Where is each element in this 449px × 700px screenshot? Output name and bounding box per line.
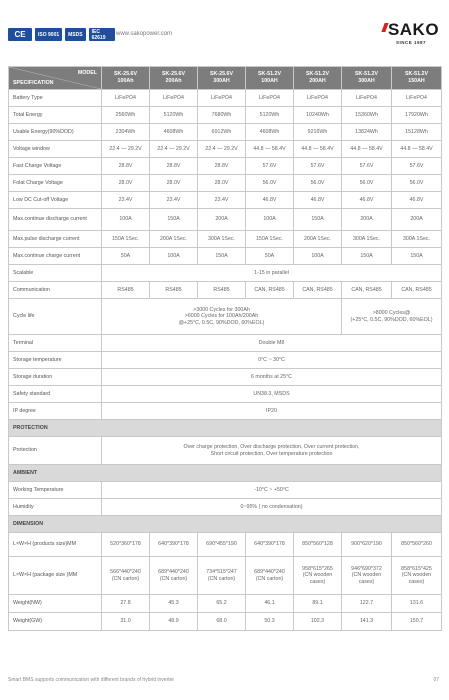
table-cell: 200A (342, 209, 392, 231)
row-label: Voltage window (9, 141, 102, 158)
table-cell: RS485 (102, 282, 150, 299)
table-cell: CAN, RS485 (342, 282, 392, 299)
table-cell: 100A (294, 248, 342, 265)
table-cell: 900*620*190 (342, 533, 392, 557)
row-label: Weight(NW) (9, 595, 102, 613)
table-cell: 150A (342, 248, 392, 265)
table-cell: 44.8 — 58.4V (246, 141, 294, 158)
table-cell: 57.6V (342, 158, 392, 175)
table-cell: 100A (246, 209, 294, 231)
website-url: www.sakopower.com (116, 31, 173, 37)
row-value: -10°C ~ +50°C (102, 482, 442, 499)
table-cell: 46.8V (294, 192, 342, 209)
table-cell: 150A (150, 209, 198, 231)
table-row (9, 386, 442, 403)
table-cell: 6912Wh (198, 124, 246, 141)
table-cell: 46.8V (392, 192, 442, 209)
table-cell: 13824Wh (342, 124, 392, 141)
cycle-life-left: >3000 Cycles for 300Ah >6000 Cycles for 100Ah/200Ah @+25°C, 0.5C, 90%DOD, 60%EOL) (102, 299, 342, 335)
row-label: Battery Type (9, 90, 102, 107)
table-cell: 28.0V (150, 175, 198, 192)
table-cell: 200A (198, 209, 246, 231)
table-cell: 44.8 — 58.4V (392, 141, 442, 158)
row-label: Cycle life (9, 299, 102, 335)
protection-value: Over charge protection, Over discharge protection, Over current protection, Short circuit protection, Over temperature protection (102, 437, 442, 465)
model-col-5: SK-51.2V 200AH (294, 67, 342, 90)
table-cell: 56.0V (392, 175, 442, 192)
table-cell: 28.8V (150, 158, 198, 175)
table-row (9, 613, 442, 631)
table-cell: 27.8 (102, 595, 150, 613)
table-cell: 2304Wh (102, 124, 150, 141)
table-cell: RS485 (150, 282, 198, 299)
table-cell: 850*560*128 (294, 533, 342, 557)
table-cell: 958*615*265 (CN wooden cases) (294, 557, 342, 595)
table-cell: 15128Wh (392, 124, 442, 141)
table-row (9, 299, 442, 335)
table-cell: LiFePO4 (150, 90, 198, 107)
row-value: 0~95% ( no condensation) (102, 499, 442, 516)
row-value: Double M8 (102, 335, 442, 352)
table-cell: LiFePO4 (392, 90, 442, 107)
table-cell: 45.3 (150, 595, 198, 613)
model-col-6: SK-51.2V 300AH (342, 67, 392, 90)
table-cell: 89.1 (294, 595, 342, 613)
table-cell: 150A (294, 209, 342, 231)
section-header-dimension: DIMENSION (9, 516, 442, 533)
table-cell: 690*455*190 (198, 533, 246, 557)
table-cell: 858*615*425 (CN wooden cases) (392, 557, 442, 595)
table-row (9, 124, 442, 141)
row-value: IP20 (102, 403, 442, 420)
table-cell: 10240Wh (294, 107, 342, 124)
table-row (9, 265, 442, 282)
row-value: 6 months at 25°C (102, 369, 442, 386)
table-cell: 734*515*247 (CN carton) (198, 557, 246, 595)
table-cell: LiFePO4 (198, 90, 246, 107)
table-cell: 689*440*240 (CN carton) (150, 557, 198, 595)
basic-spec-rows (9, 90, 442, 265)
table-cell: 150A 1Sec. (246, 231, 294, 248)
spec-table (8, 66, 442, 631)
table-cell: 150.7 (392, 613, 442, 631)
table-cell: 65.2 (198, 595, 246, 613)
brand-logo (381, 20, 441, 45)
table-cell: LiFePO4 (342, 90, 392, 107)
table-cell: 50.3 (246, 613, 294, 631)
corner-spec-label: SPECIFICATION (13, 80, 54, 87)
footer-note: Smart BMS supports communication with different brands of hybrid inverter (8, 677, 175, 683)
corner-cell (9, 67, 102, 90)
model-col-4: SK-51.2V 100AH (246, 67, 294, 90)
page-number: 07 (433, 677, 439, 683)
row-label: Safety standard (9, 386, 102, 403)
table-cell: 48.9 (150, 613, 198, 631)
table-cell: 300A 1Sec. (198, 231, 246, 248)
table-cell: 44.8 — 58.4V (342, 141, 392, 158)
table-cell: 131.6 (392, 595, 442, 613)
table-cell: 22.4 — 29.2V (198, 141, 246, 158)
table-cell: 57.6V (392, 158, 442, 175)
table-cell: 150A 1Sec. (102, 231, 150, 248)
page-header (8, 20, 441, 60)
table-cell: LiFePO4 (294, 90, 342, 107)
table-cell: 200A (392, 209, 442, 231)
table-cell: 50A (246, 248, 294, 265)
model-col-2: SK-25.6V 200Ah (150, 67, 198, 90)
row-label: L×W×H (products size)MM (9, 533, 102, 557)
table-cell: 640*390*178 (150, 533, 198, 557)
table-cell: 46.1 (246, 595, 294, 613)
table-cell: RS485 (198, 282, 246, 299)
table-cell: 44.8 — 58.4V (294, 141, 342, 158)
table-cell: 5120Wh (246, 107, 294, 124)
table-cell: 68.0 (198, 613, 246, 631)
table-cell: 23.4V (150, 192, 198, 209)
logo-since: SINCE 1987 (395, 40, 426, 45)
table-cell: 9216Wh (294, 124, 342, 141)
row-label: Protection (9, 437, 102, 465)
table-row (9, 335, 442, 352)
table-cell: 28.8V (102, 158, 150, 175)
table-cell: 200A 1Sec. (150, 231, 198, 248)
table-cell: 4608Wh (246, 124, 294, 141)
row-label: Working Temperature (9, 482, 102, 499)
table-cell: 2560Wh (102, 107, 150, 124)
table-cell: 300A 1Sec. (392, 231, 442, 248)
table-cell: 17920Wh (392, 107, 442, 124)
table-cell: 689*440*240 (CN carton) (246, 557, 294, 595)
table-cell: 31.0 (102, 613, 150, 631)
table-cell: 50A (102, 248, 150, 265)
table-cell: LiFePO4 (102, 90, 150, 107)
table-cell: 100A (150, 248, 198, 265)
table-cell: 102.3 (294, 613, 342, 631)
model-col-3: SK-25.6V 300AH (198, 67, 246, 90)
msds-badge: MSDS (65, 28, 85, 41)
table-row (9, 499, 442, 516)
table-cell: 23.4V (102, 192, 150, 209)
row-label: Weight(GW) (9, 613, 102, 631)
table-cell: 946*690*372 (CN wooden cases) (342, 557, 392, 595)
table-cell: LiFePO4 (246, 90, 294, 107)
table-cell: 4608Wh (150, 124, 198, 141)
table-row (9, 209, 442, 231)
table-row (9, 352, 442, 369)
table-row (9, 595, 442, 613)
table-cell: 122.7 (342, 595, 392, 613)
row-label: Communication (9, 282, 102, 299)
table-cell: 566*440*240 (CN carton) (102, 557, 150, 595)
row-label: Low DC Cut-off Voltage (9, 192, 102, 209)
table-cell: 57.6V (246, 158, 294, 175)
row-value: UN38.3, MSDS (102, 386, 442, 403)
table-cell: 28.0V (102, 175, 150, 192)
logo-wordmark (381, 20, 441, 40)
row-label: Fast Charge Voltage (9, 158, 102, 175)
cycle-life-right: >8000 Cycles@ (+25°C, 0.5C, 90%DOD, 60%EOL) (342, 299, 442, 335)
model-col-7: SK-51.2V 150AH (392, 67, 442, 90)
table-cell: CAN, RS485 (246, 282, 294, 299)
table-row (9, 557, 442, 595)
table-cell: 100A (102, 209, 150, 231)
corner-model-label: MODEL (77, 70, 97, 76)
iec-badge: IEC 62619 (89, 28, 115, 41)
row-label: Max.continue discharge current (9, 209, 102, 231)
table-cell: 57.6V (294, 158, 342, 175)
row-label: Storage temperature (9, 352, 102, 369)
table-cell: 200A 1Sec. (294, 231, 342, 248)
row-label: L×W×H (package size )MM (9, 557, 102, 595)
table-cell: 150A (392, 248, 442, 265)
iso-badge: ISO 9001 (35, 28, 62, 41)
table-cell: CAN, RS485 (294, 282, 342, 299)
row-label: Max.continue charge current (9, 248, 102, 265)
table-cell: 46.8V (246, 192, 294, 209)
row-label: Total Energy (9, 107, 102, 124)
table-cell: 46.8V (342, 192, 392, 209)
table-cell: 56.0V (294, 175, 342, 192)
table-cell: 28.8V (198, 158, 246, 175)
model-col-1: SK-25.6V 100Ah (102, 67, 150, 90)
row-label: Max.pulse discharge current (9, 231, 102, 248)
table-row (9, 533, 442, 557)
table-cell: 5120Wh (150, 107, 198, 124)
table-cell: 7680Wh (198, 107, 246, 124)
table-cell: 300A 1Sec. (342, 231, 392, 248)
row-value: 0°C ~ 30°C (102, 352, 442, 369)
table-row (9, 231, 442, 248)
table-cell: 22.4 — 29.2V (102, 141, 150, 158)
table-cell: 520*360*178 (102, 533, 150, 557)
table-row (9, 437, 442, 465)
row-label: Usable Energy(90%DOD) (9, 124, 102, 141)
table-row (9, 192, 442, 209)
table-cell: 141.3 (342, 613, 392, 631)
table-cell: 28.0V (198, 175, 246, 192)
table-cell: 640*390*178 (246, 533, 294, 557)
row-label: Terminal (9, 335, 102, 352)
table-cell: 15360Wh (342, 107, 392, 124)
table-cell: 150A (198, 248, 246, 265)
row-value: 1-15 in parallel (102, 265, 442, 282)
table-cell: 22.4 — 29.2V (150, 141, 198, 158)
table-row (9, 107, 442, 124)
table-row (9, 175, 442, 192)
table-row (9, 369, 442, 386)
certification-badges (8, 28, 115, 41)
table-row (9, 141, 442, 158)
row-label: Storage duration (9, 369, 102, 386)
table-row (9, 403, 442, 420)
table-cell: CAN, RS485 (392, 282, 442, 299)
model-header-row (9, 67, 442, 90)
row-label: IP degree (9, 403, 102, 420)
table-cell: 56.0V (342, 175, 392, 192)
table-cell: 850*560*260 (392, 533, 442, 557)
table-row (9, 282, 442, 299)
row-label: Humidity (9, 499, 102, 516)
table-row (9, 248, 442, 265)
row-label: Folat Charge Voltage (9, 175, 102, 192)
ce-badge: CE (8, 28, 32, 41)
section-header-protection: PROTECTION (9, 420, 442, 437)
table-row (9, 158, 442, 175)
table-row (9, 90, 442, 107)
row-label: Scalable (9, 265, 102, 282)
table-cell: 23.4V (198, 192, 246, 209)
table-cell: 56.0V (246, 175, 294, 192)
section-header-ambient: AMBIENT (9, 465, 442, 482)
logo-text: SAKO (387, 20, 440, 39)
table-row (9, 482, 442, 499)
